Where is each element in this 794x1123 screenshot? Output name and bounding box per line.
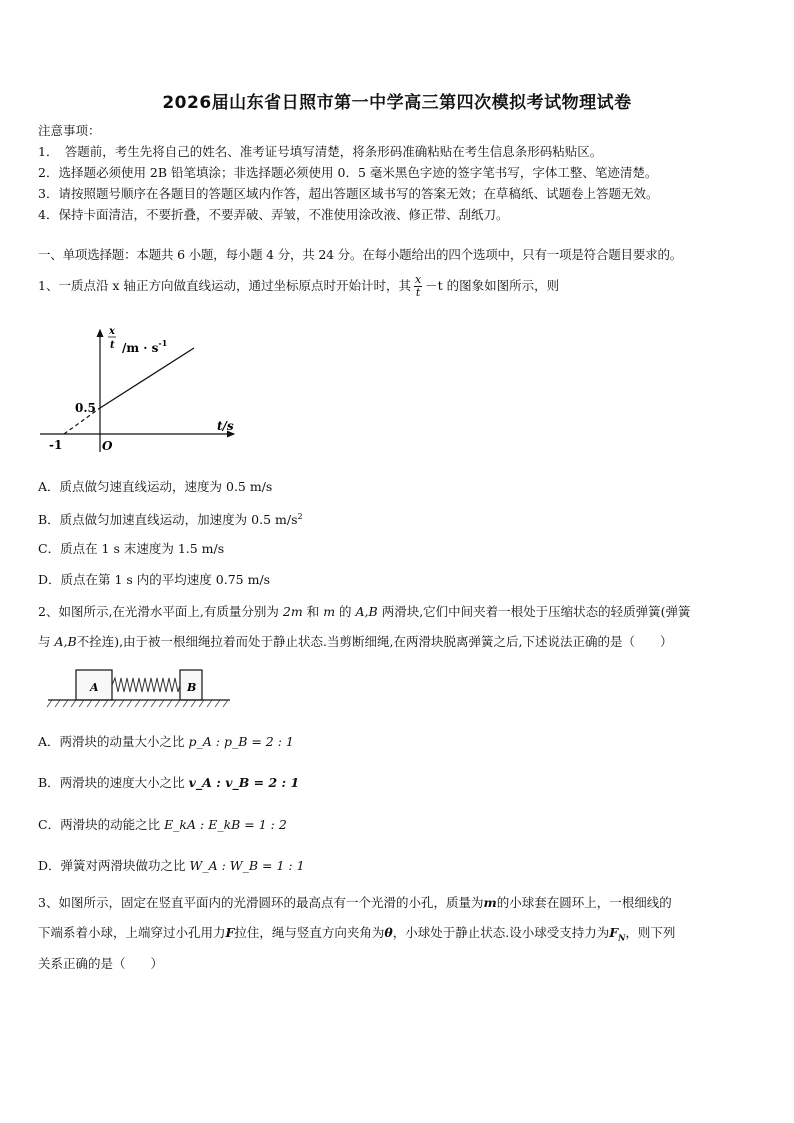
q3-theta: θ bbox=[384, 925, 393, 940]
q2-option-c bbox=[38, 816, 760, 834]
q1-stem-fraction bbox=[414, 274, 422, 299]
q1-option-b-text: B．质点做匀加速直线运动，加速度为 0.5 m/s bbox=[38, 512, 298, 528]
q1-stem-before: 1、一质点沿 x 轴正方向做直线运动，通过坐标原点时开始计时，其 bbox=[38, 278, 411, 293]
q1-option-b bbox=[38, 508, 760, 529]
q3-line2-c: ，小球处于静止状态.设小球受支持力为 bbox=[392, 925, 610, 940]
graph-y-unit-exp: -1 bbox=[158, 338, 168, 348]
q1-option-c bbox=[38, 540, 760, 558]
q3-line1 bbox=[38, 894, 760, 912]
notice-heading: 注意事项： bbox=[38, 123, 101, 138]
q2-stem-text-d: 两滑块,它们中间夹着一根处于压缩状态的轻质弹簧(弹簧 bbox=[381, 604, 691, 619]
q2-stem-line2-a: 与 bbox=[38, 634, 51, 649]
q2-stem-line2 bbox=[38, 633, 760, 651]
q3-line3: 关系正确的是（ ） bbox=[38, 956, 164, 971]
q3-line1-b: 的小球套在圆环上，一根细线的 bbox=[496, 895, 672, 910]
graph-data-line bbox=[100, 348, 194, 408]
q2-option-b-label: B．两滑块的速度大小之比 bbox=[38, 775, 185, 790]
q2-option-b-math: v_A : v_B = 2 : 1 bbox=[188, 775, 300, 790]
q2-option-a-label: A．两滑块的动量大小之比 bbox=[38, 734, 185, 749]
q2-figure bbox=[44, 662, 234, 710]
notice-item-3: 3．请按照题号顺序在各题目的答题区域内作答，超出答题区域书写的答案无效；在草稿纸、试题卷上答题无效。 bbox=[38, 186, 659, 201]
q3-normal-force bbox=[609, 925, 626, 943]
q2-stem-line1 bbox=[38, 603, 760, 621]
block-a-label: A bbox=[90, 681, 99, 694]
q3-force: F bbox=[225, 925, 235, 940]
q3-line2-a: 下端系着小球，上端穿过小孔用力 bbox=[38, 925, 226, 940]
q2-option-d-label: D．弹簧对两滑块做功之比 bbox=[38, 858, 186, 873]
q3-fn-sub: N bbox=[618, 932, 626, 943]
q2-stem-line2-b: 不拴连),由于被一根细绳拉着而处于静止状态.当剪断细绳,在两滑块脱离弹簧之后,下述说法正确的是（ ） bbox=[76, 634, 673, 649]
q1-option-a bbox=[38, 478, 760, 496]
q2-option-c-math: E_kA : E_kB = 1 : 2 bbox=[164, 817, 287, 832]
graph-y-label-den: t bbox=[110, 340, 115, 351]
q1-option-d-text: D．质点在第 1 s 内的平均速度 0.75 m/s bbox=[38, 572, 271, 587]
q1-stem bbox=[38, 274, 760, 299]
q3-line2-d: ，则下列 bbox=[625, 925, 676, 940]
q1-option-c-text: C．质点在 1 s 末速度为 1.5 m/s bbox=[38, 541, 225, 556]
q2-option-c-label: C．两滑块的动能之比 bbox=[38, 817, 161, 832]
q3-fn-symbol: F bbox=[609, 925, 619, 940]
q1-option-d bbox=[38, 571, 760, 589]
q1-stem-after: －t 的图象如图所示，则 bbox=[425, 278, 560, 293]
q3-line1-a: 3、如图所示，固定在竖直平面内的光滑圆环的最高点有一个光滑的小孔，质量为 bbox=[38, 895, 484, 910]
q3-line2 bbox=[38, 924, 760, 947]
graph-x-label: t/s bbox=[217, 419, 234, 433]
q2-option-d bbox=[38, 857, 760, 875]
q2-mass-b: m bbox=[323, 604, 336, 619]
q2-option-b bbox=[38, 774, 760, 792]
q1-frac-num: x bbox=[414, 273, 422, 286]
page-title: 2026届山东省日照市第一中学高三第四次模拟考试物理试卷 bbox=[162, 93, 632, 113]
q2-stem-text-a: 2、如图所示,在光滑水平面上,有质量分别为 bbox=[38, 604, 279, 619]
q2-stem-text-c: 的 bbox=[339, 604, 352, 619]
notice-item-1: 1． 答题前，考生先将自己的姓名、准考证号填写清楚，将条形码准确粘贴在考生信息条形码粘贴区。 bbox=[38, 144, 603, 159]
q1-frac-den: t bbox=[415, 286, 421, 299]
graph-y-unit bbox=[122, 338, 167, 355]
q2-mass-a: 2m bbox=[282, 604, 303, 619]
notice-item-2: 2．选择题必须使用 2B 铅笔填涂；非选择题必须使用 0．5 毫米黑色字迹的签字笔书写，字体工整、笔迹清楚。 bbox=[38, 165, 658, 180]
notice-item-4: 4．保持卡面清洁，不要折叠，不要弄破、弄皱，不准使用涂改液、修正带、刮纸刀。 bbox=[38, 207, 509, 222]
q2-blocks: A,B bbox=[355, 604, 378, 619]
graph-intercept-x-label: -1 bbox=[49, 438, 63, 452]
q3-line2-b: 拉住，绳与竖直方向夹角为 bbox=[234, 925, 385, 940]
block-b-label: B bbox=[187, 681, 197, 694]
q2-stem-line2-blocks: A,B bbox=[54, 634, 77, 649]
ground-hatch bbox=[47, 700, 228, 707]
q3-mass: m bbox=[483, 895, 497, 910]
q1-graph bbox=[30, 318, 245, 458]
q1-option-a-text: A．质点做匀速直线运动，速度为 0.5 m/s bbox=[38, 479, 273, 494]
graph-origin-label: O bbox=[102, 439, 113, 453]
graph-y-label-num: x bbox=[109, 326, 115, 337]
graph-y-unit-text: /m · s bbox=[122, 341, 159, 355]
q2-option-a-math: p_A : p_B = 2 : 1 bbox=[188, 734, 294, 749]
section-header: 一、单项选择题：本题共 6 小题，每小题 4 分，共 24 分。在每小题给出的四个选项中，只有一项是符合题目要求的。 bbox=[38, 247, 683, 262]
q2-stem-text-b: 和 bbox=[306, 604, 320, 619]
graph-intercept-y-label: 0.5 bbox=[75, 401, 96, 415]
q2-option-d-math: W_A : W_B = 1 : 1 bbox=[189, 858, 305, 873]
q1-option-b-sup: 2 bbox=[297, 512, 303, 521]
q2-option-a bbox=[38, 733, 760, 751]
spring bbox=[112, 678, 180, 692]
